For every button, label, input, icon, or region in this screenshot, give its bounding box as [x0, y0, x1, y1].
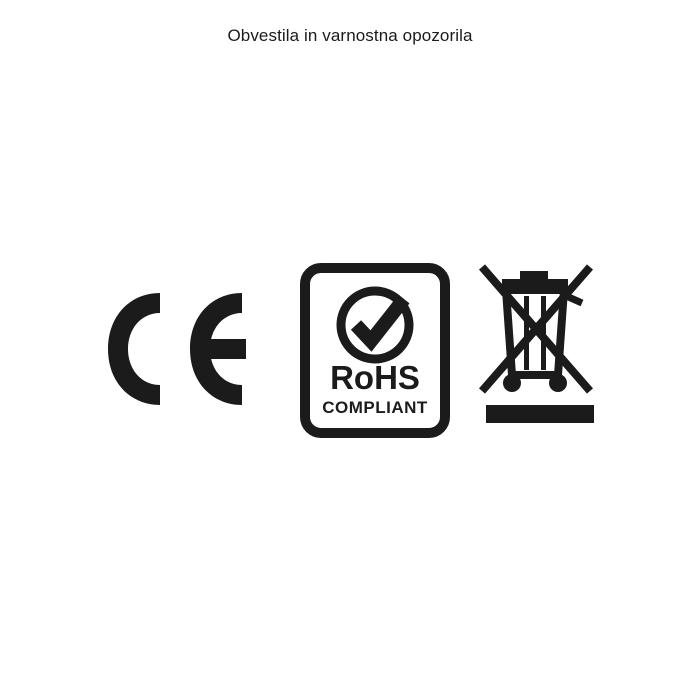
ce-marking-icon: [92, 275, 272, 425]
rohs-caption: COMPLIANT: [322, 397, 428, 417]
page-title: Obvestila in varnostna opozorila: [227, 26, 473, 45]
rohs-compliant-icon: [300, 263, 450, 438]
rohs-label: RoHS: [330, 358, 420, 396]
weee-bin-icon: [478, 263, 608, 438]
compliance-symbol-row: [0, 255, 700, 445]
